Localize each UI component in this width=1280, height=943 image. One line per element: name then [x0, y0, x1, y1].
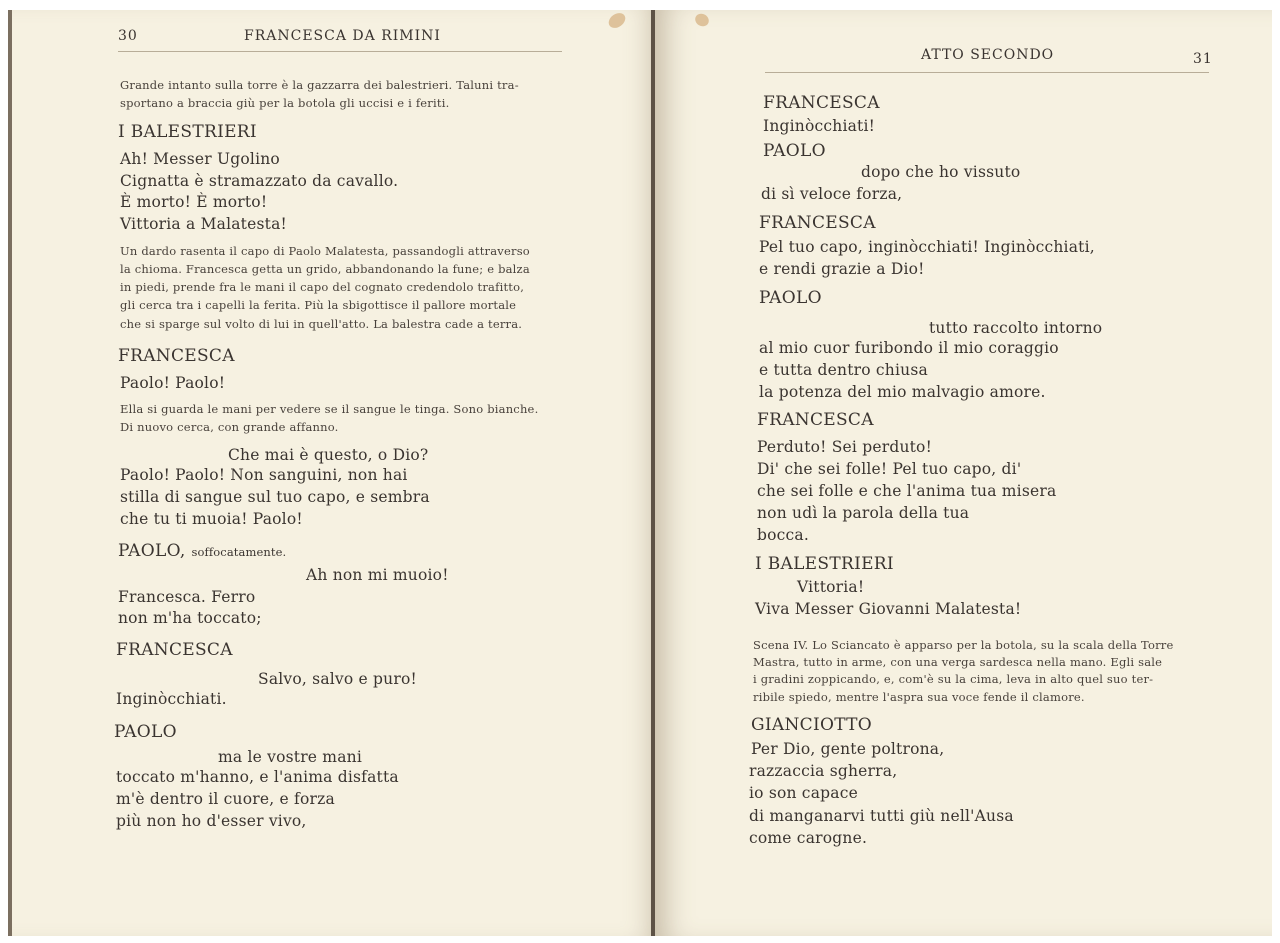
verse-line [757, 482, 1056, 500]
line-text: Paolo! Paolo! Non sanguini, non hai [120, 466, 408, 484]
stage-direction-line [120, 96, 449, 110]
line-text: dopo che ho vissuto [861, 163, 1021, 181]
verse-line [759, 339, 1059, 357]
speaker-name: FRANCESCA [763, 93, 880, 113]
verse-line [120, 510, 303, 528]
line-text: Pel tuo capo, inginòcchiati! Inginòcchiati, [759, 238, 1095, 256]
line-text: Di nuovo cerca, con grande affanno. [120, 420, 339, 434]
stage-direction-line [120, 262, 530, 276]
verse-line [861, 163, 1020, 181]
verse-line [120, 193, 267, 211]
stage-direction-line [753, 638, 1174, 652]
stage-direction-line [120, 244, 530, 258]
verse-line [759, 238, 1095, 256]
line-text: la chioma. Francesca getta un grido, abbandonando la fune; e balza [120, 262, 530, 276]
verse-line [757, 460, 1021, 478]
line-text: Ella si guarda le mani per vedere se il sangue le tinga. Sono bianche. [120, 402, 539, 416]
line-text: stilla di sangue sul tuo capo, e sembra [120, 488, 430, 506]
speaker-name: I BALESTRIERI [118, 122, 257, 142]
line-text: tutto raccolto intorno [929, 319, 1103, 337]
speaker-name: PAOLO [763, 141, 826, 161]
right-page [653, 10, 1272, 936]
verse-line [761, 185, 902, 203]
speaker-francesca [759, 213, 876, 233]
line-text: io son capace [749, 784, 858, 802]
verse-line [120, 374, 225, 392]
verse-line [258, 670, 417, 688]
line-text: Un dardo rasenta il capo di Paolo Malatesta, passandogli attraverso [120, 244, 530, 258]
line-text: Viva Messer Giovanni Malatesta! [755, 600, 1022, 618]
line-text: Vittoria! [797, 578, 865, 596]
line-text: m'è dentro il cuore, e forza [116, 790, 335, 808]
line-text: Di' che sei folle! Pel tuo capo, di' [757, 460, 1022, 478]
verse-line [120, 150, 280, 168]
speaker-i-balestrieri [118, 122, 257, 142]
speaker-paolo [114, 722, 177, 742]
stage-direction-line [753, 672, 1153, 686]
verse-line [120, 172, 398, 190]
line-text: Inginòcchiati! [763, 117, 876, 135]
verse-line [755, 600, 1021, 618]
line-text: che si sparge sul volto di lui in quell'atto. La balestra cade a terra. [120, 317, 523, 331]
book-gutter [651, 10, 655, 936]
stage-direction-line [120, 78, 519, 92]
speaker-name: GIANCIOTTO [751, 715, 873, 735]
running-head-left: FRANCESCA DA RIMINI [244, 28, 441, 44]
verse-line [757, 438, 932, 456]
stage-direction-line [120, 317, 522, 331]
verse-line [116, 690, 227, 708]
verse-line [116, 768, 399, 786]
speaker-name: FRANCESCA [118, 346, 235, 366]
line-text: non m'ha toccato; [118, 609, 262, 627]
verse-line [749, 784, 858, 802]
verse-line [759, 260, 925, 278]
speaker-i-balestrieri [755, 554, 894, 574]
line-text: come carogne. [749, 829, 868, 847]
speaker-direction: soffocatamente. [191, 545, 287, 559]
line-text: Paolo! Paolo! [120, 374, 226, 392]
speaker-name: I BALESTRIERI [755, 554, 894, 574]
verse-line [116, 790, 335, 808]
line-text: Cignatta è stramazzato da cavallo. [120, 172, 399, 190]
stain-mark [693, 11, 711, 28]
line-text: È morto! È morto! [120, 193, 268, 211]
line-text: toccato m'hanno, e l'anima disfatta [116, 768, 399, 786]
header-rule-right [765, 72, 1209, 73]
line-text: Francesca. Ferro [118, 588, 256, 606]
verse-line [118, 588, 255, 606]
line-text: e tutta dentro chiusa [759, 361, 928, 379]
line-text: di manganarvi tutti giù nell'Ausa [749, 807, 1014, 825]
speaker-francesca [763, 93, 880, 113]
line-text: Che mai è questo, o Dio? [228, 446, 429, 464]
speaker-paolo [763, 141, 826, 161]
line-text: la potenza del mio malvagio amore. [759, 383, 1046, 401]
stage-direction-line [120, 402, 538, 416]
speaker-francesca [757, 410, 874, 430]
line-text: Ah! Messer Ugolino [120, 150, 280, 168]
line-text: e rendi grazie a Dio! [759, 260, 925, 278]
line-text: i gradini zoppicando, e, com'è su la cima, leva in alto quel suo ter- [753, 672, 1154, 686]
line-text: Ah non mi muoio! [306, 566, 449, 584]
line-text: sportano a braccia giù per la botola gli uccisi e i feriti. [120, 96, 450, 110]
stage-direction-line [120, 420, 339, 434]
verse-line [751, 740, 944, 758]
verse-line [116, 812, 307, 830]
verse-line [120, 215, 287, 233]
verse-line [118, 609, 262, 627]
line-text: ribile spiedo, mentre l'aspra sua voce fende il clamore. [753, 690, 1085, 704]
line-text: Grande intanto sulla torre è la gazzarra dei balestrieri. Taluni tra- [120, 78, 519, 92]
speaker-name: PAOLO [759, 288, 822, 308]
line-text: Scena IV. Lo Sciancato è apparso per la botola, su la scala della Torre [753, 638, 1174, 652]
running-head-right: ATTO SECONDO [921, 47, 1055, 63]
speaker-francesca [116, 640, 233, 660]
verse-line [228, 446, 428, 464]
verse-line [797, 578, 864, 596]
speaker-name: PAOLO [114, 722, 177, 742]
speaker-name: FRANCESCA [116, 640, 233, 660]
line-text: che sei folle e che l'anima tua misera [757, 482, 1057, 500]
page-number-left: 30 [118, 28, 138, 44]
verse-line [759, 383, 1046, 401]
stain-mark [606, 10, 628, 31]
line-text: in piedi, prende fra le mani il capo del cognato credendolo trafitto, [120, 280, 525, 294]
line-text: più non ho d'esser vivo, [116, 812, 307, 830]
verse-line [306, 566, 449, 584]
line-text: Vittoria a Malatesta! [120, 215, 287, 233]
left-page [8, 10, 657, 936]
speaker-paolo [759, 288, 822, 308]
line-text: Perduto! Sei perduto! [757, 438, 933, 456]
verse-line [120, 488, 430, 506]
verse-line [763, 117, 875, 135]
verse-line [749, 829, 867, 847]
line-text: Mastra, tutto in arme, con una verga sardesca nella mano. Egli sale [753, 655, 1163, 669]
speaker-francesca [118, 346, 235, 366]
speaker-name: FRANCESCA [759, 213, 876, 233]
verse-line [218, 748, 362, 766]
line-text: razzaccia sgherra, [749, 762, 898, 780]
stage-direction-line [753, 690, 1085, 704]
verse-line [120, 466, 408, 484]
line-text: di sì veloce forza, [761, 185, 903, 203]
page-number-right: 31 [1193, 51, 1213, 67]
line-text: non udì la parola della tua [757, 504, 970, 522]
verse-line [749, 762, 897, 780]
line-text: Per Dio, gente poltrona, [751, 740, 945, 758]
verse-line [749, 807, 1014, 825]
header-rule-left [118, 51, 562, 52]
line-text: gli cerca tra i capelli la ferita. Più la sbigottisce il pallore mortale [120, 298, 517, 312]
stage-direction-line [753, 655, 1162, 669]
speaker-gianciotto [751, 715, 872, 735]
verse-line [759, 361, 928, 379]
line-text: ma le vostre mani [218, 748, 362, 766]
speaker-name: PAOLO, [118, 541, 186, 561]
line-text: che tu ti muoia! Paolo! [120, 510, 303, 528]
verse-line [757, 526, 809, 544]
stage-direction-line [120, 280, 524, 294]
stage-direction-line [120, 298, 516, 312]
book-spread [8, 10, 1272, 936]
speaker-paolo [118, 541, 286, 561]
speaker-name: FRANCESCA [757, 410, 874, 430]
verse-line [757, 504, 969, 522]
verse-line [929, 319, 1102, 337]
line-text: bocca. [757, 526, 809, 544]
line-text: Salvo, salvo e puro! [258, 670, 417, 688]
line-text: Inginòcchiati. [116, 690, 227, 708]
line-text: al mio cuor furibondo il mio coraggio [759, 339, 1059, 357]
